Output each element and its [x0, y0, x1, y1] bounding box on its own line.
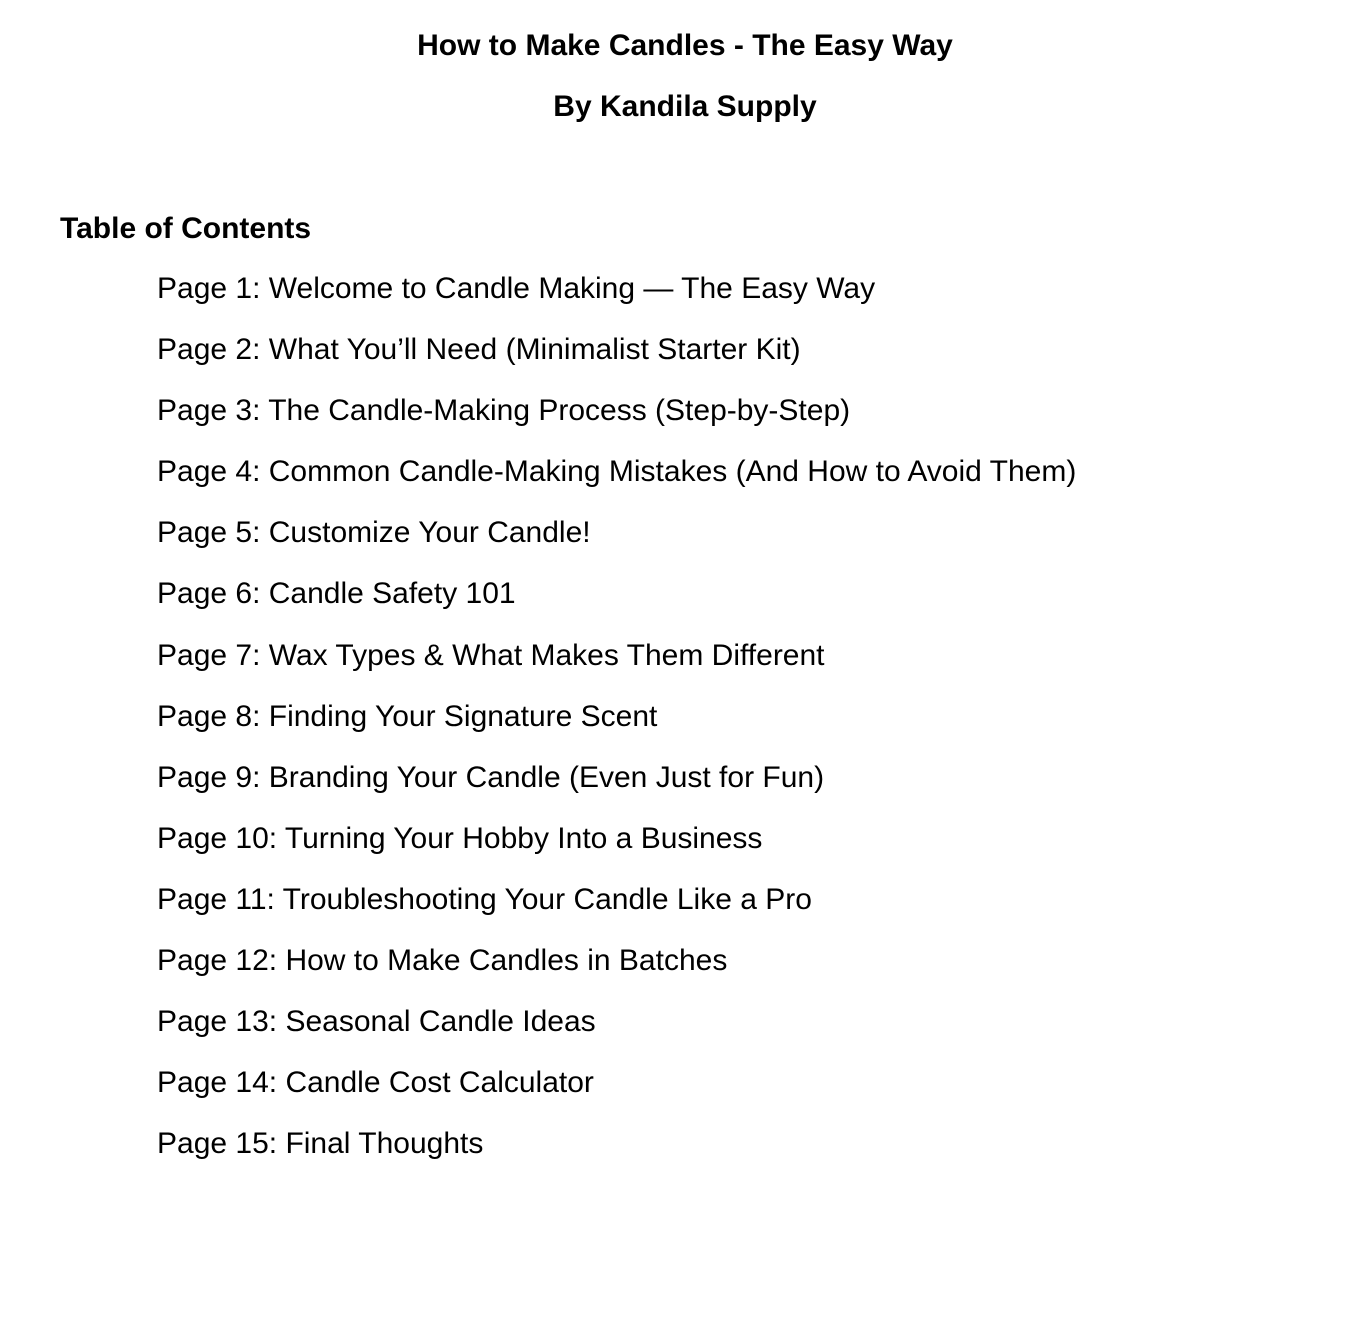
toc-item-page-4: Page 4: Common Candle-Making Mistakes (And How to Avoid Them)	[157, 455, 1077, 489]
toc-item-page-2: Page 2: What You’ll Need (Minimalist Starter Kit)	[157, 333, 801, 367]
toc-item-page-15: Page 15: Final Thoughts	[157, 1127, 484, 1161]
toc-item-page-7: Page 7: Wax Types & What Makes Them Different	[157, 638, 825, 672]
document-byline: By Kandila Supply	[553, 90, 817, 123]
toc-item-page-14: Page 14: Candle Cost Calculator	[157, 1066, 594, 1100]
toc-item-page-6: Page 6: Candle Safety 101	[157, 577, 516, 611]
toc-item-page-10: Page 10: Turning Your Hobby Into a Business	[157, 821, 763, 855]
toc-item-page-12: Page 12: How to Make Candles in Batches	[157, 944, 728, 978]
toc-item-page-13: Page 13: Seasonal Candle Ideas	[157, 1005, 596, 1039]
document-title: How to Make Candles - The Easy Way	[417, 29, 953, 62]
toc-item-page-11: Page 11: Troubleshooting Your Candle Like a Pro	[157, 882, 812, 916]
toc-item-page-1: Page 1: Welcome to Candle Making — The Easy Way	[157, 272, 876, 305]
toc-item-page-8: Page 8: Finding Your Signature Scent	[157, 699, 658, 733]
toc-list	[157, 271, 1076, 1187]
toc-item-page-5: Page 5: Customize Your Candle!	[157, 516, 591, 550]
toc-item-page-9: Page 9: Branding Your Candle (Even Just for Fun)	[157, 760, 825, 794]
toc-heading: Table of Contents	[60, 212, 312, 245]
toc-item-page-3: Page 3: The Candle-Making Process (Step-by-Step)	[157, 394, 851, 428]
